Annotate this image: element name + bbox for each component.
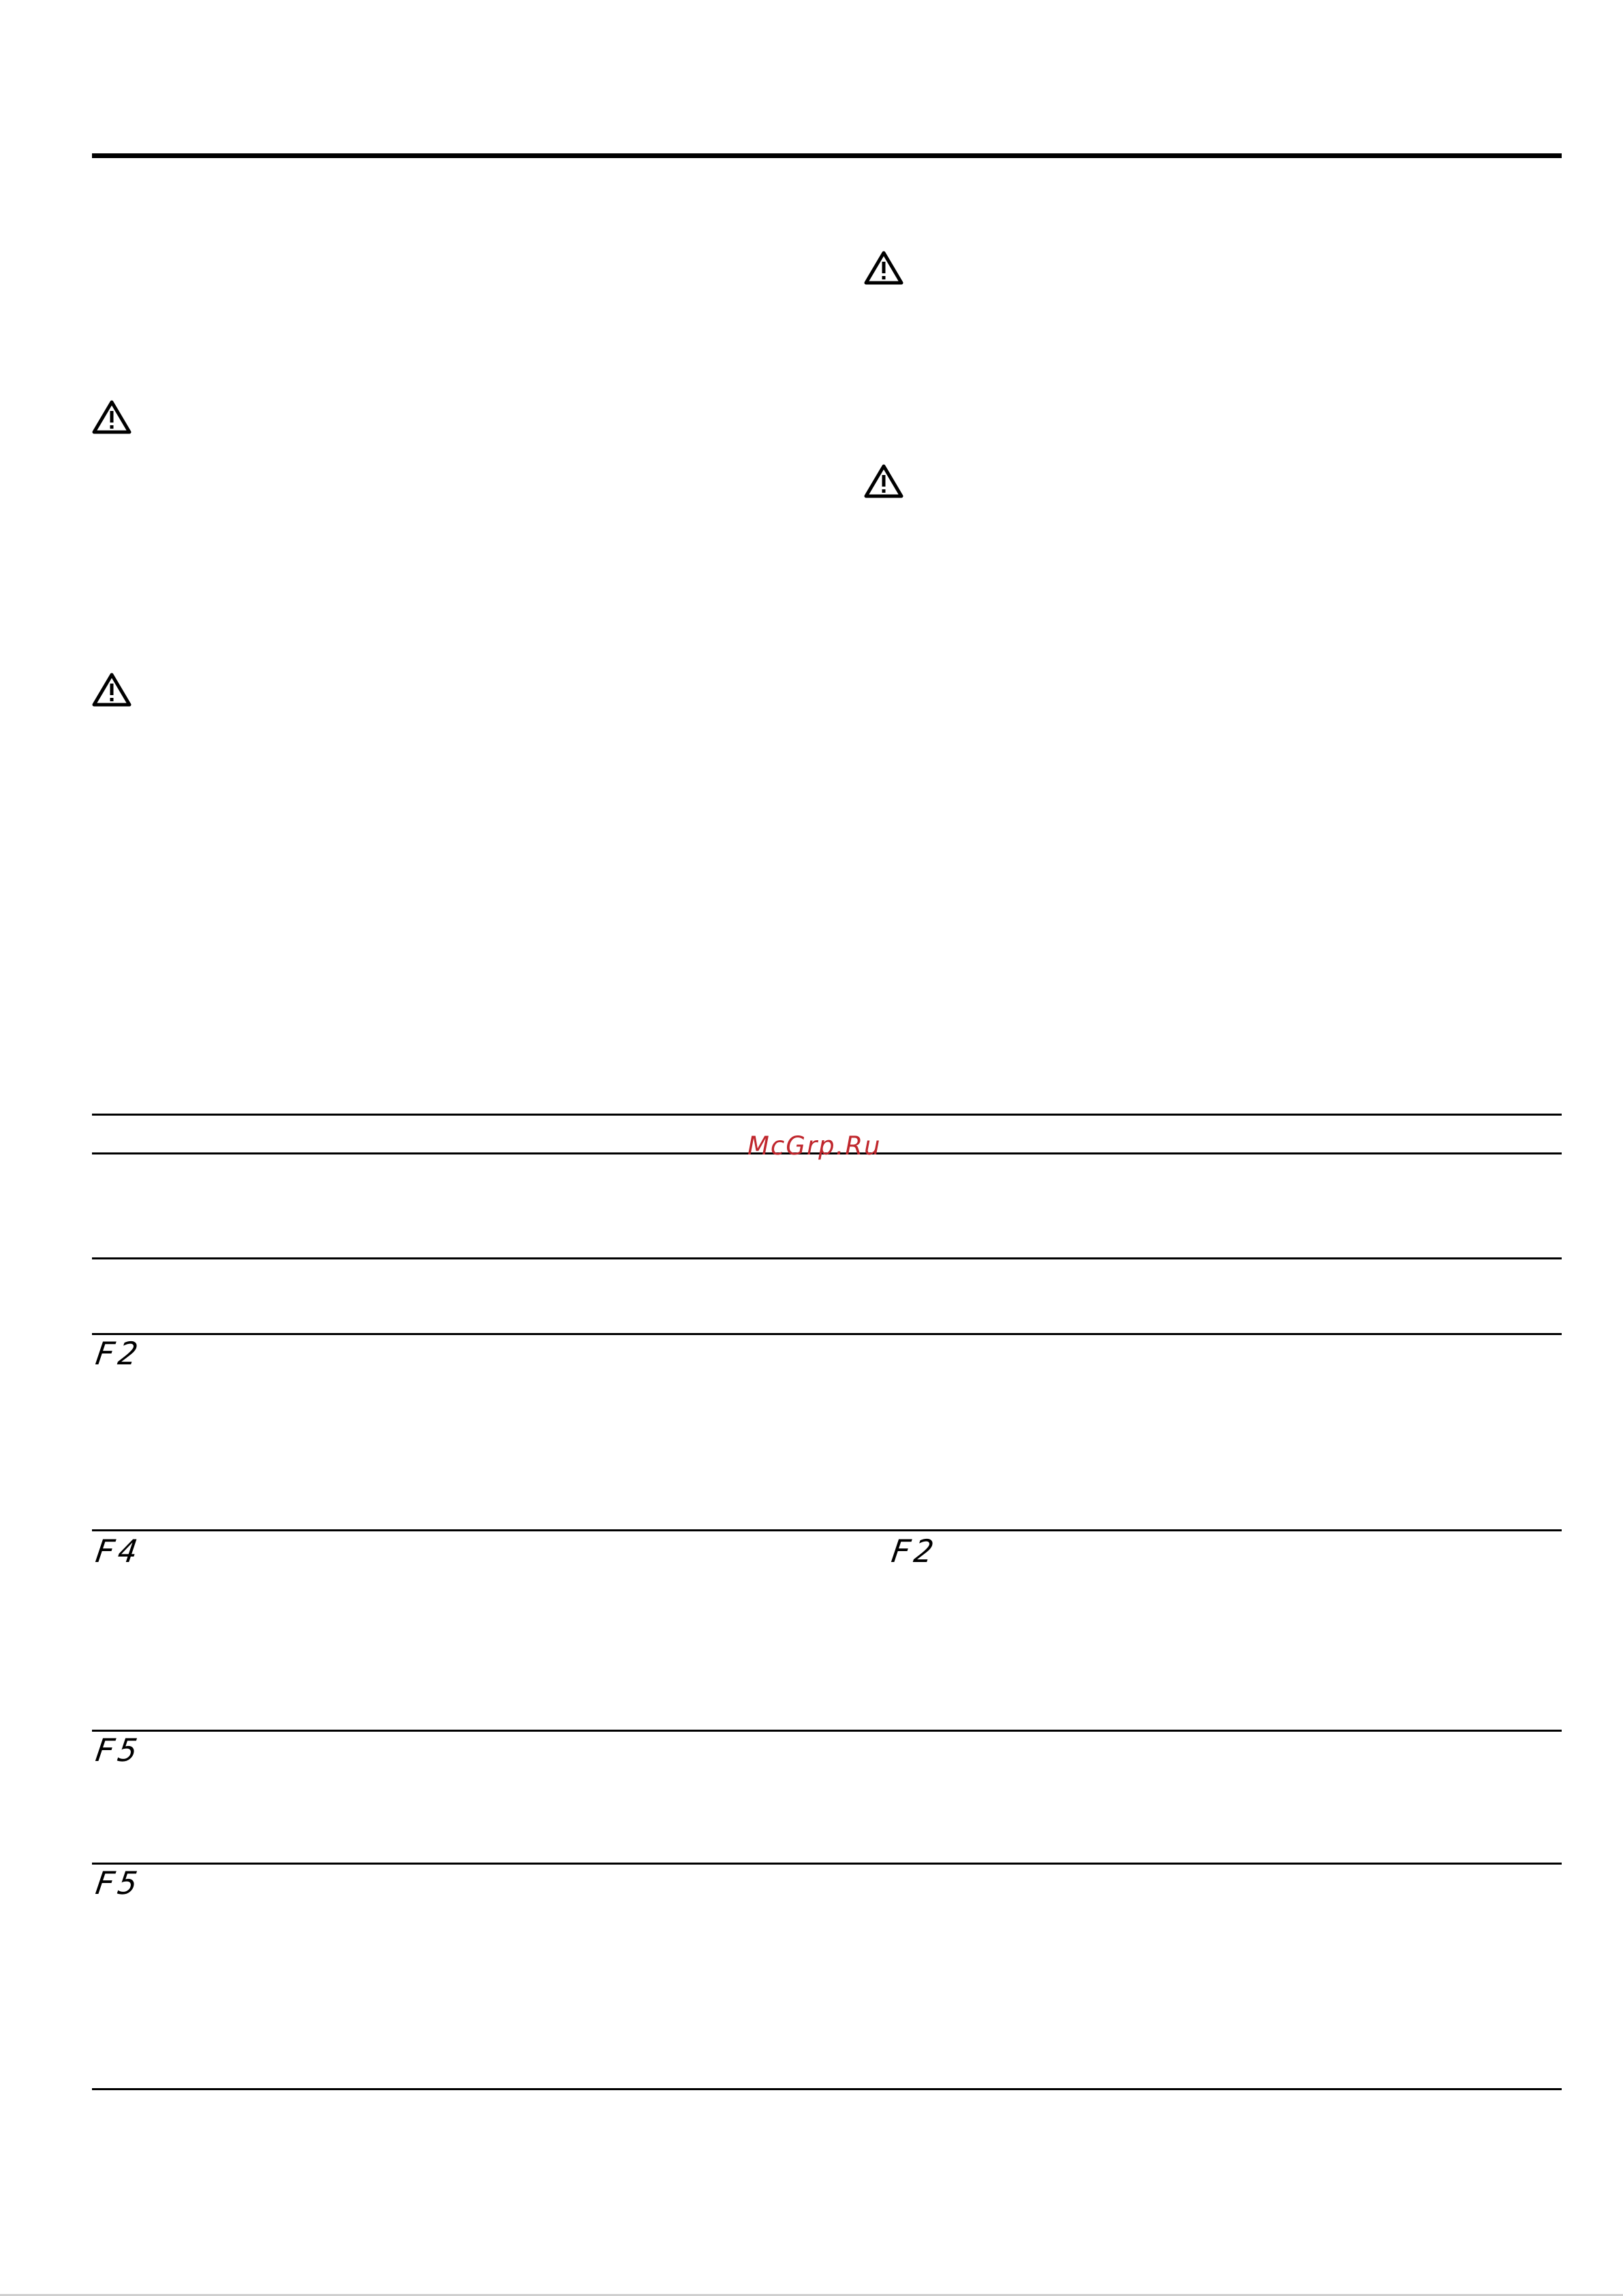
section-heading-rule xyxy=(92,153,1562,158)
table-top-rule xyxy=(92,1114,1562,1116)
fault-code: F5 xyxy=(93,1865,144,1901)
remedy-fault-code: F2 xyxy=(888,1533,940,1570)
warning-triangle-icon xyxy=(92,399,132,435)
warning-triangle-icon xyxy=(92,672,132,707)
watermark: McGrp.Ru xyxy=(747,1131,882,1161)
fault-code: F4 xyxy=(93,1533,144,1570)
fault-code: F2 xyxy=(93,1335,144,1372)
table-row-divider xyxy=(92,1333,1562,1335)
table-bottom-rule xyxy=(92,2088,1562,2090)
fault-code: F5 xyxy=(93,1732,144,1769)
warning-triangle-icon xyxy=(864,463,903,499)
table-row-divider xyxy=(92,1257,1562,1259)
table-row-divider xyxy=(92,1863,1562,1865)
warning-triangle-icon xyxy=(864,250,903,286)
table-row-divider xyxy=(92,1730,1562,1732)
table-row-divider xyxy=(92,1529,1562,1531)
